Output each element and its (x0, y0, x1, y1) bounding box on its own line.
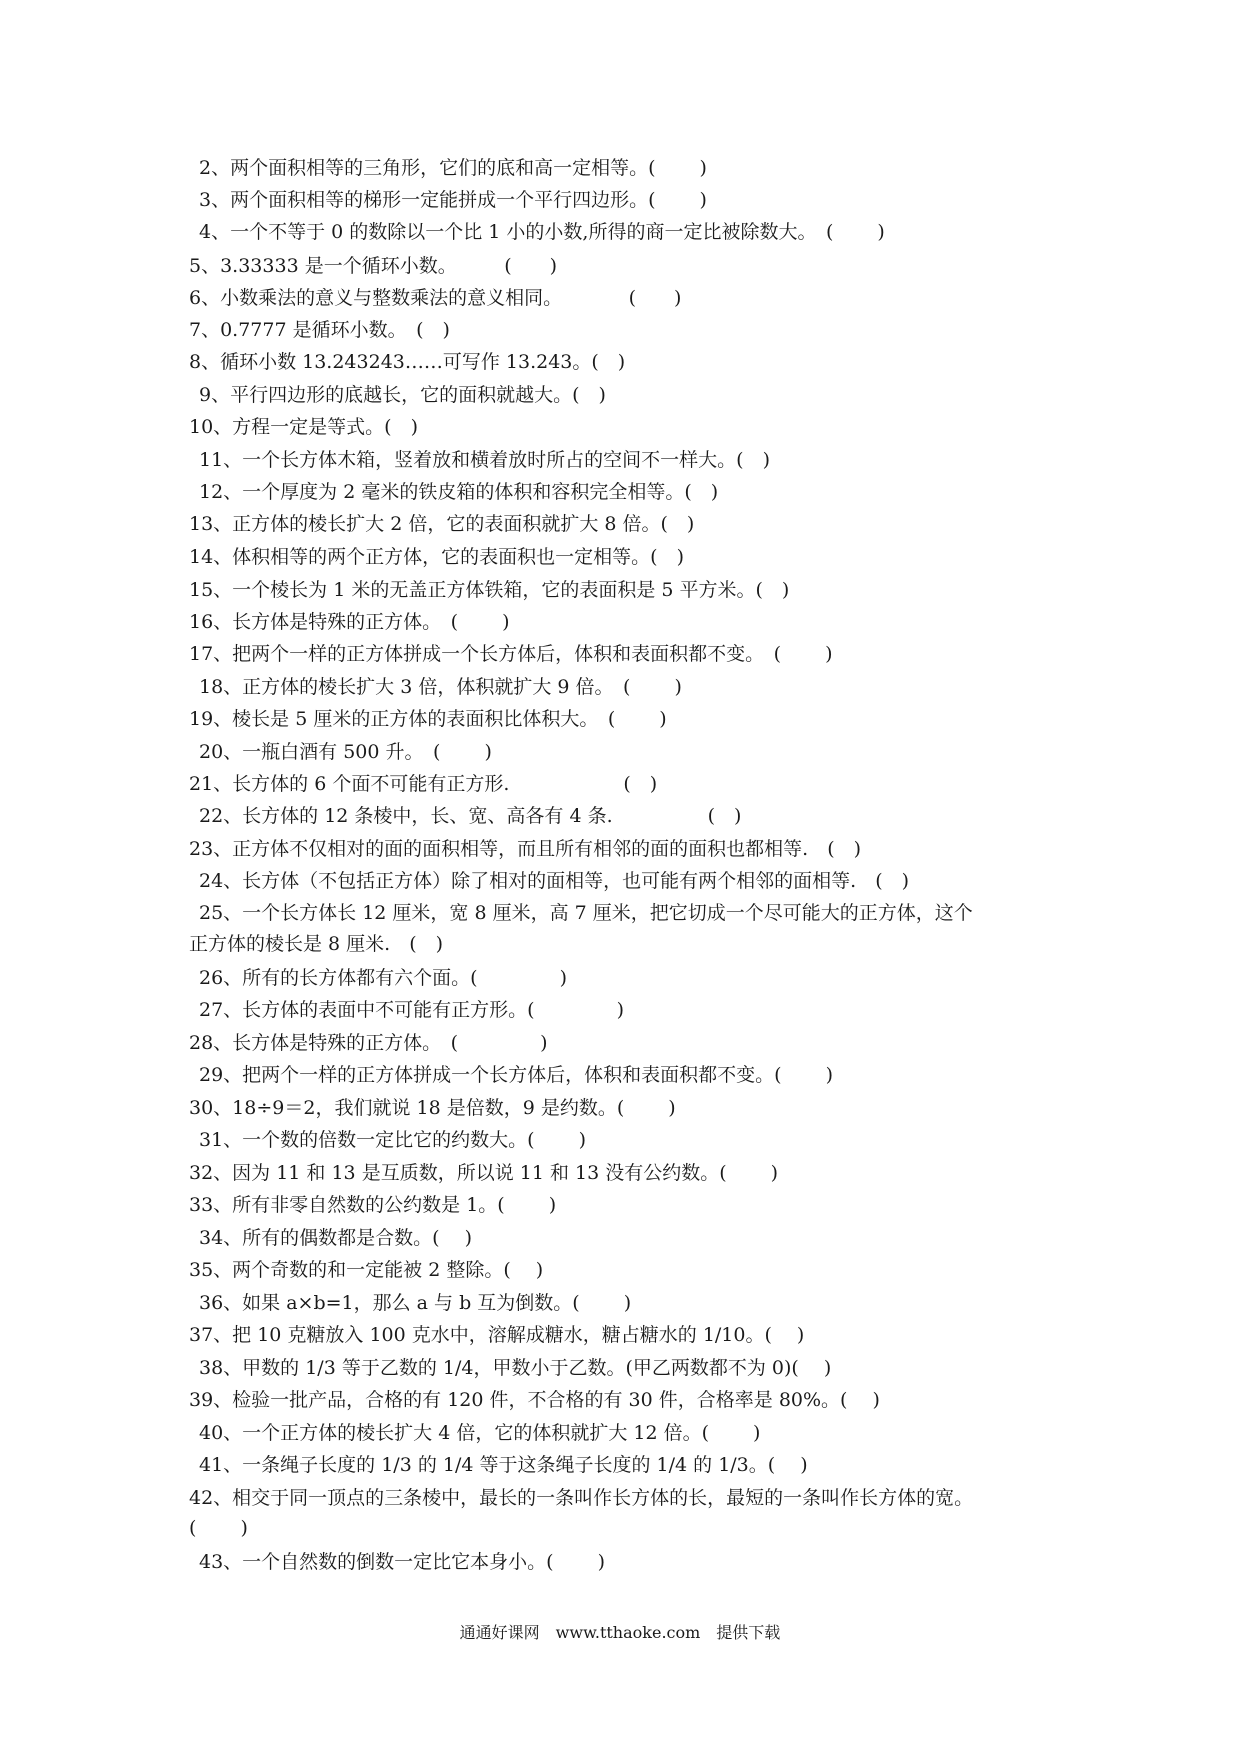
question-line: 43、一个自然数的倒数一定比它本身小。( ) (199, 1551, 606, 1573)
question-line: 40、一个正方体的棱长扩大 4 倍，它的体积就扩大 12 倍。( ) (199, 1422, 761, 1444)
question-line: 20、一瓶白酒有 500 升。 ( ) (199, 741, 492, 763)
question-line: 7、0.7777 是循环小数。 ( ) (189, 319, 450, 341)
question-line: 35、两个奇数的和一定能被 2 整除。( ) (189, 1259, 544, 1281)
question-line: 27、长方体的表面中不可能有正方形。( ) (199, 999, 625, 1021)
question-line: 30、18÷9＝2，我们就说 18 是倍数，9 是约数。( ) (189, 1097, 676, 1119)
question-line: 11、一个长方体木箱，竖着放和横着放时所占的空间不一样大。( ) (199, 449, 771, 471)
question-line: 14、体积相等的两个正方体，它的表面积也一定相等。( ) (189, 546, 685, 568)
question-line: 16、长方体是特殊的正方体。 ( ) (189, 611, 510, 633)
question-line: 6、小数乘法的意义与整数乘法的意义相同。 ( ) (189, 287, 682, 309)
question-line: ( ) (189, 1517, 248, 1539)
question-line: 42、相交于同一顶点的三条棱中，最长的一条叫作长方体的长，最短的一条叫作长方体的宽。 (189, 1487, 974, 1509)
question-line: 33、所有非零自然数的公约数是 1。( ) (189, 1194, 557, 1216)
question-line: 39、检验一批产品，合格的有 120 件，不合格的有 30 件，合格率是 80%。( ) (189, 1389, 880, 1411)
question-line: 8、循环小数 13.243243……可写作 13.243。( ) (189, 351, 626, 373)
question-line: 10、方程一定是等式。( ) (189, 416, 419, 438)
question-line: 28、长方体是特殊的正方体。 ( ) (189, 1032, 548, 1054)
question-line: 34、所有的偶数都是合数。( ) (199, 1227, 473, 1249)
question-line: 17、把两个一样的正方体拼成一个长方体后，体积和表面积都不变。 ( ) (189, 643, 833, 665)
question-line: 4、一个不等于 0 的数除以一个比 1 小的小数,所得的商一定比被除数大。 ( ) (199, 221, 885, 243)
question-line: 32、因为 11 和 13 是互质数，所以说 11 和 13 没有公约数。( ) (189, 1162, 779, 1184)
question-line: 5、3.33333 是一个循环小数。 ( ) (189, 255, 558, 277)
question-line: 21、长方体的 6 个面不可能有正方形. ( ) (189, 773, 658, 795)
question-line: 29、把两个一样的正方体拼成一个长方体后，体积和表面积都不变。( ) (199, 1064, 834, 1086)
question-line: 9、平行四边形的底越长，它的面积就越大。( ) (199, 384, 606, 406)
question-line: 15、一个棱长为 1 米的无盖正方体铁箱，它的表面积是 5 平方米。( ) (189, 579, 790, 601)
question-line: 24、长方体（不包括正方体）除了相对的面相等，也可能有两个相邻的面相等. ( ) (199, 870, 910, 892)
footer-source-note: 通通好课网 www.tthaoke.com 提供下载 (459, 1623, 781, 1642)
question-line: 19、棱长是 5 厘米的正方体的表面积比体积大。 ( ) (189, 708, 667, 730)
question-line: 18、正方体的棱长扩大 3 倍，体积就扩大 9 倍。 ( ) (199, 676, 682, 698)
question-line: 2、两个面积相等的三角形，它们的底和高一定相等。( ) (199, 157, 707, 179)
question-line: 31、一个数的倍数一定比它的约数大。( ) (199, 1129, 587, 1151)
question-line: 25、一个长方体长 12 厘米，宽 8 厘米，高 7 厘米，把它切成一个尽可能大的正方体，这个 (199, 902, 973, 924)
question-line: 13、正方体的棱长扩大 2 倍，它的表面积就扩大 8 倍。( ) (189, 513, 695, 535)
question-line: 正方体的棱长是 8 厘米. ( ) (189, 933, 444, 955)
question-line: 41、一条绳子长度的 1/3 的 1/4 等于这条绳子长度的 1/4 的 1/3。( ) (199, 1454, 808, 1476)
question-line: 26、所有的长方体都有六个面。( ) (199, 967, 568, 989)
question-line: 3、两个面积相等的梯形一定能拼成一个平行四边形。( ) (199, 189, 707, 211)
question-line: 37、把 10 克糖放入 100 克水中，溶解成糖水，糖占糖水的 1/10。( ) (189, 1324, 805, 1346)
question-line: 23、正方体不仅相对的面的面积相等，而且所有相邻的面的面积也都相等. ( ) (189, 838, 862, 860)
question-line: 12、一个厚度为 2 毫米的铁皮箱的体积和容积完全相等。( ) (199, 481, 719, 503)
question-line: 22、长方体的 12 条棱中，长、宽、高各有 4 条. ( ) (199, 805, 742, 827)
question-line: 38、甲数的 1/3 等于乙数的 1/4，甲数小于乙数。(甲乙两数都不为 0)( ) (199, 1357, 832, 1379)
question-line: 36、如果 a×b=1，那么 a 与 b 互为倒数。( ) (199, 1292, 632, 1314)
